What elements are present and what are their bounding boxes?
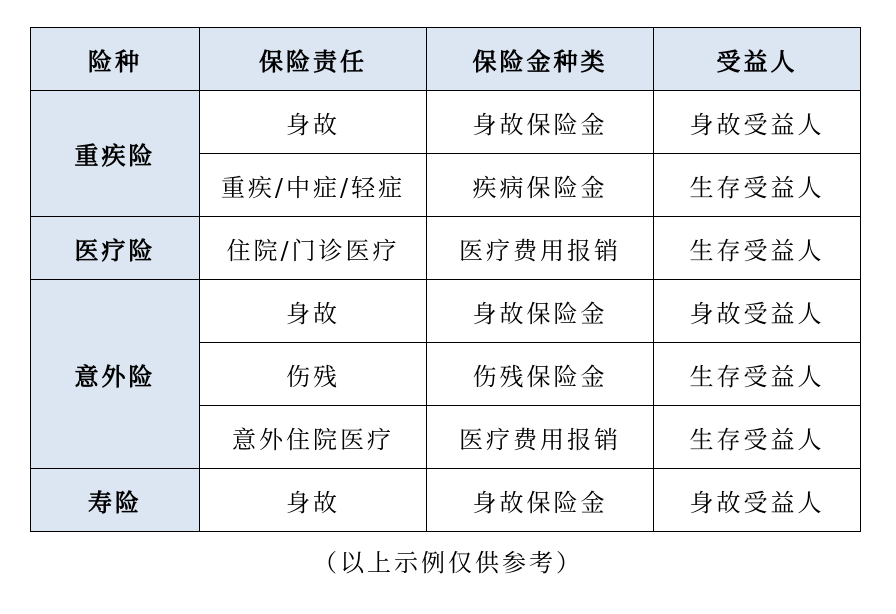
benefit-kind-cell: 身故保险金 <box>427 469 654 532</box>
table-row <box>31 469 861 532</box>
coverage-cell: 身故 <box>200 280 427 343</box>
beneficiary-cell: 身故受益人 <box>654 280 861 343</box>
header-row <box>31 28 861 91</box>
insurance-type-cell: 意外险 <box>31 280 200 469</box>
coverage-cell: 重疾/中症/轻症 <box>200 154 427 217</box>
beneficiary-cell: 生存受益人 <box>654 406 861 469</box>
coverage-cell: 伤残 <box>200 343 427 406</box>
benefit-kind-cell: 伤残保险金 <box>427 343 654 406</box>
header-beneficiary: 受益人 <box>654 28 861 91</box>
beneficiary-cell: 生存受益人 <box>654 343 861 406</box>
coverage-cell: 住院/门诊医疗 <box>200 217 427 280</box>
insurance-table <box>30 27 861 532</box>
coverage-cell: 身故 <box>200 91 427 154</box>
insurance-type-cell: 寿险 <box>31 469 200 532</box>
coverage-cell: 身故 <box>200 469 427 532</box>
benefit-kind-cell: 医疗费用报销 <box>427 406 654 469</box>
insurance-type-cell: 医疗险 <box>31 217 200 280</box>
beneficiary-cell: 生存受益人 <box>654 154 861 217</box>
beneficiary-cell: 身故受益人 <box>654 469 861 532</box>
header-type: 险种 <box>31 28 200 91</box>
header-coverage: 保险责任 <box>200 28 427 91</box>
table-body <box>31 91 861 532</box>
coverage-cell: 意外住院医疗 <box>200 406 427 469</box>
beneficiary-cell: 身故受益人 <box>654 91 861 154</box>
table-row <box>31 217 861 280</box>
table-header <box>31 28 861 91</box>
reference-note: （以上示例仅供参考） <box>313 549 583 577</box>
table-row <box>31 280 861 343</box>
benefit-kind-cell: 医疗费用报销 <box>427 217 654 280</box>
benefit-kind-cell: 身故保险金 <box>427 280 654 343</box>
insurance-type-cell: 重疾险 <box>31 91 200 217</box>
benefit-kind-cell: 身故保险金 <box>427 91 654 154</box>
benefit-kind-cell: 疾病保险金 <box>427 154 654 217</box>
header-benefit-kind: 保险金种类 <box>427 28 654 91</box>
table-row <box>31 91 861 154</box>
beneficiary-cell: 生存受益人 <box>654 217 861 280</box>
